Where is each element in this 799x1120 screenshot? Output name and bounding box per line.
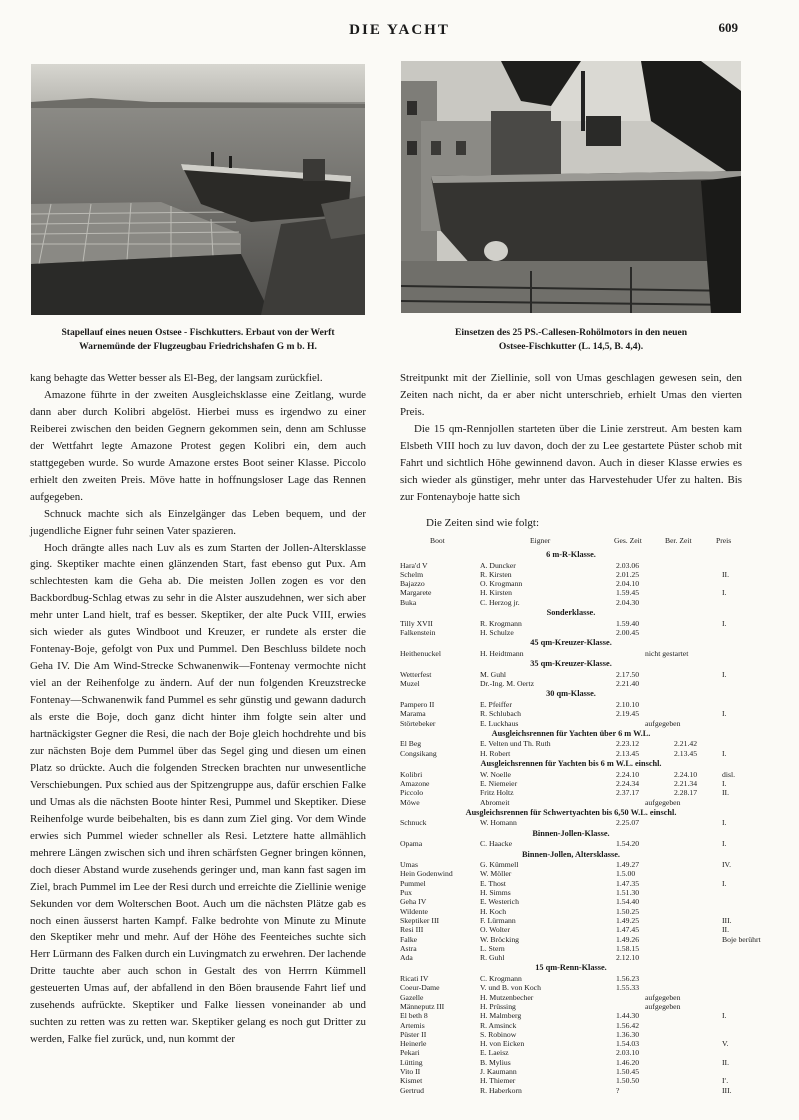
results-header-eigner: Eigner <box>530 536 551 545</box>
total-time: 1.50.25 <box>616 906 640 916</box>
total-time: 1.56.23 <box>616 974 640 984</box>
owner-name: F. Lürmann <box>480 915 516 925</box>
total-time: 1.50.50 <box>616 1076 640 1086</box>
total-time: 1.56.42 <box>616 1020 640 1030</box>
owner-name: V. und B. von Koch <box>480 983 541 993</box>
total-time: 2.19.45 <box>616 709 640 719</box>
prize: I. <box>722 618 727 628</box>
total-time: 1.47.45 <box>616 925 640 935</box>
boat-name: Lütting <box>400 1057 423 1067</box>
owner-name: E. Westerich <box>480 897 519 907</box>
total-time: 2.03.10 <box>616 1048 640 1058</box>
boat-name: Pummel <box>400 878 426 888</box>
table-row <box>400 818 742 827</box>
table-row <box>400 628 742 637</box>
table-row <box>400 1076 742 1085</box>
owner-name: E. Luckhaus <box>480 718 519 728</box>
owner-name: H. Simms <box>480 888 511 898</box>
table-row <box>400 779 742 788</box>
owner-name: R. Krogmann <box>480 618 522 628</box>
table-row <box>400 1021 742 1030</box>
prize: I. <box>722 839 727 849</box>
boat-name: Kolibri <box>400 769 423 779</box>
table-row <box>400 798 742 807</box>
total-time: 1.54.20 <box>616 839 640 849</box>
boat-name: Umas <box>400 860 418 870</box>
boat-name: Opama <box>400 839 423 849</box>
table-row <box>400 1086 742 1095</box>
boat-name: Coeur-Dame <box>400 983 440 993</box>
table-row <box>400 649 742 658</box>
owner-name: E. Pfeiffer <box>480 699 512 709</box>
total-time: 1.49.27 <box>616 860 640 870</box>
total-time: 1.54.03 <box>616 1039 640 1049</box>
table-row <box>400 934 761 944</box>
table-row <box>400 1030 742 1039</box>
boat-name: Vito II <box>400 1067 421 1076</box>
boat-name: Muzel <box>400 679 420 689</box>
prize: disl. <box>722 769 736 779</box>
table-row <box>400 1067 742 1076</box>
total-time: 1.49.26 <box>616 934 640 944</box>
table-row <box>400 670 742 679</box>
prize: Boje berührt <box>722 934 761 944</box>
table-row <box>400 598 742 607</box>
table-row <box>400 925 742 934</box>
boat-name: Wetterfest <box>400 669 432 679</box>
caption-left-line-1: Stapellauf eines neuen Ostsee - Fischkutters. Erbaut von der Werft <box>61 327 335 338</box>
total-time: 2.13.45 <box>616 748 640 758</box>
result-note: aufgegeben <box>645 797 681 807</box>
caption-left-line-2: Warnemünde der Flugzeugbau Friedrichshafen G m b. H. <box>79 341 317 352</box>
table-row <box>400 770 742 779</box>
boat-name: Heithenuckel <box>400 648 441 658</box>
boat-name: Hein Godenwind <box>400 869 453 879</box>
total-time: 1.47.35 <box>616 878 640 888</box>
result-note: aufgegeben <box>645 992 681 1002</box>
boat-name: Bajazzo <box>400 579 425 589</box>
table-row <box>400 839 742 848</box>
boat-name: Amazone <box>400 778 430 788</box>
paragraph: Hoch drängte alles nach Luv als es zum Starten der Jollen-Altersklasse ging. Skeptiker machte einen glänzenden Start, fast ebenso gut Pux. Am schlechtesten kam die Geha ab. Die meisten Jollen zogen es vor den Backbordbug-Schlag etwas zu sehr in die Alster auszudehnen, wer sich aber mehr unter Land hielt, traf es besser. Skeptiker, der alte Puck VIII, erwies sich wieder als gutes Windboot und Kreuzer, er rundete als erster die Fontenay-Boje, gefolgt von Pux und Pummel. Den Beschluss bildete noch Geha IV. Die Am Wind-Strecke Schwanenwik—Fontenay vermochte nicht viel an der Reihenfolge zu ändern. Auf der nun folgenden Kreuzstrecke Fontenay—Schwanenwik fand Pummel es sehr günstig und gewann dadurch als erste die Boje, doch ganz dicht hinter ihm folgte sein alter und hartnäckigster Gegner die Resi, die nach der Boje gleich hochdrehte und bis zur nächsten Boje dem Pummel über das Segel ging und diesen um einen Platz so drückte. Auch die folgenden Strecken brachten nur unwesentliche Verschiebungen. Pux schied aus der Spitzengruppe aus, dafür erschien Falke und Umas als die nächsten Boote hinter Resi, Pummel und Skeptiker. Diese Reihenfolge wurde beibehalten, bis es dann zum Ziel ging. Vor dem Winde erwies sich Pummel wieder schneller als Resi. Letztere hatte allmählich mehrere Längen zwischen sich und ihren schärfsten Gegner bringen können, doch dieser Abstand wurde zusehends geringer und, man kann fast sagen im Ziel, brach Pummel im Lee der Resi durch und erreichte die Ziellinie wenige Sekunden vor dem Wolterschen Boot. Auch um die nächsten Plätze gab es noch einen äusserst harten Kampf. Falke bedrohte von Minute zu Minute den Skeptiker mehr und mehr. Auf der Höhe des Feenteiches suchte sich Herr Lürmann des Falken durch ein Luvingmatch zu erwehren. Der lachende Dritte tauchte aber auch schon in Gestalt des von Herrrn Kümmell gesteuerten Umas auf, der abfallend in den Böen brausende Fahrt lief und zusehends aufrückte. Skeptiker und Falke liessen voneinander ab und suchten zu retten was zu retten war. Skeptiker gelang es noch gut Dritter zu werden, Falke fiel zurück, und, nun kommt der <box>30 541 366 1046</box>
owner-name: B. Mylius <box>480 1057 511 1067</box>
prize: III. <box>722 1085 732 1095</box>
total-time: 2.03.06 <box>616 560 640 570</box>
photo-motor-install <box>401 61 741 313</box>
table-row <box>400 1048 742 1057</box>
boat-name: Tilly XVII <box>400 618 433 628</box>
owner-name: H. Kirsten <box>480 588 513 598</box>
total-time: 1.49.25 <box>616 915 640 925</box>
boat-name: Skeptiker III <box>400 915 440 925</box>
boat-name: Pux <box>400 888 412 898</box>
boat-name: Kismet <box>400 1076 423 1086</box>
owner-name: O. Krogmann <box>480 579 523 589</box>
prize: I. <box>722 748 727 758</box>
table-row <box>400 944 742 953</box>
table-row <box>400 860 742 869</box>
owner-name: E. Velten und Th. Ruth <box>480 739 551 749</box>
table-row <box>400 570 742 579</box>
prize: II. <box>722 788 730 798</box>
table-row <box>400 916 742 925</box>
caption-right-line-2: Ostsee-Fischkutter (L. 14,5, B. 4,4). <box>498 341 644 352</box>
owner-name: E. Laeisz <box>480 1048 509 1058</box>
prize: III. <box>722 915 732 925</box>
table-row <box>400 679 742 688</box>
prize: II. <box>722 925 730 935</box>
table-row <box>400 1011 742 1020</box>
total-time: 2.04.30 <box>616 597 640 607</box>
boat-name: Püster II <box>400 1029 427 1039</box>
class-heading: Binnen-Jollen, Altersklasse. <box>522 849 620 859</box>
owner-name: R. Amsinck <box>480 1020 517 1030</box>
total-time: 1.51.30 <box>616 888 640 898</box>
table-row <box>400 788 742 797</box>
owner-name: R. Schlubach <box>480 709 521 719</box>
table-row <box>400 579 742 588</box>
total-time: 2.25.07 <box>616 818 640 828</box>
paragraph: Streitpunkt mit der Ziellinie, soll von Umas geschlagen gewesen sein, den Zeiten nach nicht, da er aber nicht unterschrieb, erhielt Umas den vierten Preis. <box>400 372 742 418</box>
table-row <box>400 1039 742 1048</box>
owner-name: H. Malmberg <box>480 1011 522 1021</box>
prize: I. <box>722 818 727 828</box>
class-heading: Ausgleichsrennen für Yachten bis 6 m W.L. einschl. <box>480 759 662 769</box>
owner-name: R. Guhl <box>480 953 505 963</box>
boat-name: El Beg <box>400 739 422 749</box>
owner-name: L. Stern <box>480 943 505 953</box>
prize: I. <box>722 1011 727 1021</box>
owner-name: O. Wolter <box>480 925 510 935</box>
results-header-preis: Preis <box>716 536 732 545</box>
total-time: 1.44.30 <box>616 1011 640 1021</box>
boat-name: Heinerle <box>400 1039 427 1049</box>
owner-name: M. Guhl <box>480 669 507 679</box>
owner-name: Dr.-Ing. M. Oertz <box>480 679 535 689</box>
table-row <box>400 888 742 897</box>
total-time: 2.04.10 <box>616 579 640 589</box>
owner-name: W. Noelle <box>480 769 511 779</box>
owner-name: H. Thiemer <box>480 1076 516 1086</box>
prize: IV. <box>722 860 732 870</box>
boat-name: El beth 8 <box>400 1011 428 1021</box>
boat-name: Margarete <box>400 588 432 598</box>
prize: Iʹ. <box>722 1076 729 1086</box>
boat-name: Resi III <box>400 925 424 935</box>
owner-name: E. Thost <box>480 878 506 888</box>
total-time: 2.17.50 <box>616 669 640 679</box>
boat-name: Congsikang <box>400 748 437 758</box>
results-title: Die Zeiten sind wie folgt: <box>426 517 540 529</box>
paragraph: Amazone führte in der zweiten Ausgleichsklasse eine Zeitlang, wurde dann aber durch Kolibri abgelöst. Hierbei muss es irgendwo zu einer Reiberei zwischen den beiden Gegnern gekommen sein, denn am Schlusse der Wettfahrt legte Amazone Protest gegen Kolibri ein, dem auch stattgegeben wurde. So wurde Amazone erstes Boot seiner Klasse. Piccolo erhielt den zweiten Preis. Möve hatte in hoffnungsloser Lage das Rennen aufgegeben. <box>30 388 366 503</box>
table-row <box>400 907 742 916</box>
prize: II. <box>722 1057 730 1067</box>
class-heading: Binnen-Jollen-Klasse. <box>532 828 610 838</box>
class-heading: 45 qm-Kreuzer-Klasse. <box>530 638 612 648</box>
owner-name: H. Mutzenbecher <box>480 992 534 1002</box>
total-time: 2.01.25 <box>616 569 640 579</box>
results-table <box>400 549 761 1095</box>
prize: V. <box>722 1039 729 1049</box>
boat-name: Möwe <box>400 797 420 807</box>
result-note: aufgegeben <box>645 718 681 728</box>
class-heading: 35 qm-Kreuzer-Klasse. <box>530 659 612 669</box>
owner-name: J. Kaumann <box>480 1067 517 1076</box>
paragraph: Schnuck machte sich als Einzelgänger das Leben bequem, und der jugendliche Eigner fuhr seinen Vater spazieren. <box>30 507 366 537</box>
table-row <box>400 879 742 888</box>
owner-name: H. von Eicken <box>480 1039 525 1049</box>
table-row <box>400 1002 742 1011</box>
boat-name: Schelm <box>400 569 424 579</box>
table-row <box>400 749 742 758</box>
owner-name: H. Robert <box>480 748 511 758</box>
right-text-column <box>400 370 742 506</box>
boat-name: Störtebeker <box>400 718 436 728</box>
owner-name: H. Koch <box>480 906 507 916</box>
prize: I. <box>722 778 727 788</box>
boat-name: Falkenstein <box>400 627 436 637</box>
class-heading: 30 qm-Klasse. <box>546 689 596 699</box>
total-time: 1.5.00 <box>616 869 636 879</box>
paragraph: Die 15 qm-Rennjollen starteten über die Linie zerstreut. Am besten kam Elsbeth VIII hoch zu luv davon, doch der zu Lee gestartete Püster schob mit Fahrt und sichtlich Höhe gewinnend davon. Auch in dieser Klasse erwies es sich wieder als günstiger, mehr unter das Harvestehuder Ufer zu halten. Bis zur Fontenayboje hatte sich <box>400 422 742 503</box>
total-time: ? <box>616 1085 620 1095</box>
boat-name: Schnuck <box>400 818 427 828</box>
corrected-time: 2.24.10 <box>674 769 698 779</box>
caption-right-line-1: Einsetzen des 25 PS.-Callesen-Rohölmotors in den neuen <box>454 327 688 338</box>
boat-name: Gazelle <box>400 992 424 1002</box>
total-time: 2.23.12 <box>616 739 640 749</box>
table-row <box>400 897 742 906</box>
owner-name: W. Bröcking <box>480 934 520 944</box>
boat-name: Ricati IV <box>400 974 429 984</box>
caption-right <box>400 326 742 354</box>
boat-name: Astra <box>400 943 417 953</box>
total-time: 2.24.34 <box>616 778 640 788</box>
boat-name: Marama <box>400 709 426 719</box>
corrected-time: 2.21.34 <box>674 778 698 788</box>
results-header-ges: Ges. Zeit <box>614 536 642 545</box>
boat-name: Männeputz III <box>400 1001 445 1011</box>
total-time: 1.55.33 <box>616 983 640 993</box>
table-row <box>400 561 742 570</box>
table-row <box>400 983 742 992</box>
corrected-time: 2.13.45 <box>674 748 698 758</box>
boat-name: Piccolo <box>400 788 424 798</box>
class-heading: 15 qm-Renn-Klasse. <box>535 963 607 973</box>
corrected-time: 2.21.42 <box>674 739 698 749</box>
journal-title: DIE YACHT <box>349 22 450 38</box>
paragraph: kang behagte das Wetter besser als El-Beg, der langsam zurückfiel. <box>30 372 323 384</box>
left-text-column <box>30 370 366 1048</box>
owner-name: C. Herzog jr. <box>480 597 520 607</box>
owner-name: Abromeit <box>480 797 510 807</box>
table-row <box>400 619 742 628</box>
owner-name: R. Haberkorn <box>480 1085 522 1095</box>
prize: I. <box>722 588 727 598</box>
table-row <box>400 588 742 597</box>
boat-name: Gertrud <box>400 1085 424 1095</box>
total-time: 2.37.17 <box>616 788 640 798</box>
corrected-time: 2.28.17 <box>674 788 698 798</box>
boat-name: Falke <box>400 934 418 944</box>
owner-name: Fritz Holtz <box>480 788 514 798</box>
boat-name: Artemis <box>400 1020 425 1030</box>
owner-name: S. Robinow <box>480 1029 517 1039</box>
result-note: nicht gestartet <box>645 648 689 658</box>
table-row <box>400 993 742 1002</box>
total-time: 1.54.40 <box>616 897 640 907</box>
prize: I. <box>722 669 727 679</box>
caption-left <box>30 326 366 354</box>
total-time: 1.58.15 <box>616 943 640 953</box>
table-row <box>400 700 742 709</box>
page-header <box>0 16 799 42</box>
owner-name: G. Kümmell <box>480 860 519 870</box>
total-time: 2.00.45 <box>616 627 640 637</box>
table-row <box>400 974 742 983</box>
total-time: 1.50.45 <box>616 1067 640 1076</box>
total-time: 2.21.40 <box>616 679 640 689</box>
boat-name: Ada <box>400 953 413 963</box>
total-time: 2.10.10 <box>616 699 640 709</box>
total-time: 1.59.40 <box>616 618 640 628</box>
total-time: 2.12.10 <box>616 953 640 963</box>
owner-name: W. Homann <box>480 818 517 828</box>
owner-name: H. Heidtmann <box>480 648 524 658</box>
owner-name: R. Kirsten <box>480 569 512 579</box>
results-header-ber: Ber. Zeit <box>665 536 692 545</box>
owner-name: C. Krogmann <box>480 974 522 984</box>
class-heading: Ausgleichsrennen für Schwertyachten bis 6,50 W.L. einschl. <box>465 807 677 817</box>
table-row <box>400 953 742 962</box>
boat-name: Buka <box>400 597 417 607</box>
table-row <box>400 739 742 748</box>
owner-name: C. Haacke <box>480 839 513 849</box>
prize: II. <box>722 569 730 579</box>
boat-name: Hara'd V <box>400 560 428 570</box>
table-row <box>400 1058 742 1067</box>
table-row <box>400 709 742 718</box>
owner-name: H. Prüssing <box>480 1001 516 1011</box>
table-row <box>400 719 742 728</box>
class-heading: Ausgleichsrennen für Yachten über 6 m W.L. <box>491 728 651 738</box>
page-number: 609 <box>718 20 738 35</box>
owner-name: E. Niemeier <box>480 778 518 788</box>
class-heading: Sonderklasse. <box>546 608 596 618</box>
prize: I. <box>722 878 727 888</box>
total-time: 1.36.30 <box>616 1029 640 1039</box>
class-heading: 6 m-R-Klasse. <box>546 550 596 559</box>
table-row <box>400 869 742 878</box>
result-note: aufgegeben <box>645 1001 681 1011</box>
owner-name: W. Möller <box>480 869 512 879</box>
prize: I. <box>722 709 727 719</box>
owner-name: A. Duncker <box>480 560 516 570</box>
photo-launch <box>31 64 365 315</box>
total-time: 2.24.10 <box>616 769 640 779</box>
total-time: 1.46.20 <box>616 1057 640 1067</box>
boat-name: Wildente <box>400 906 428 916</box>
boat-name: Pampero II <box>400 699 435 709</box>
boat-name: Pekari <box>400 1048 420 1058</box>
results-header-boot: Boot <box>430 536 445 545</box>
owner-name: H. Schulze <box>480 627 514 637</box>
total-time: 1.59.45 <box>616 588 640 598</box>
boat-name: Geha IV <box>400 897 427 907</box>
